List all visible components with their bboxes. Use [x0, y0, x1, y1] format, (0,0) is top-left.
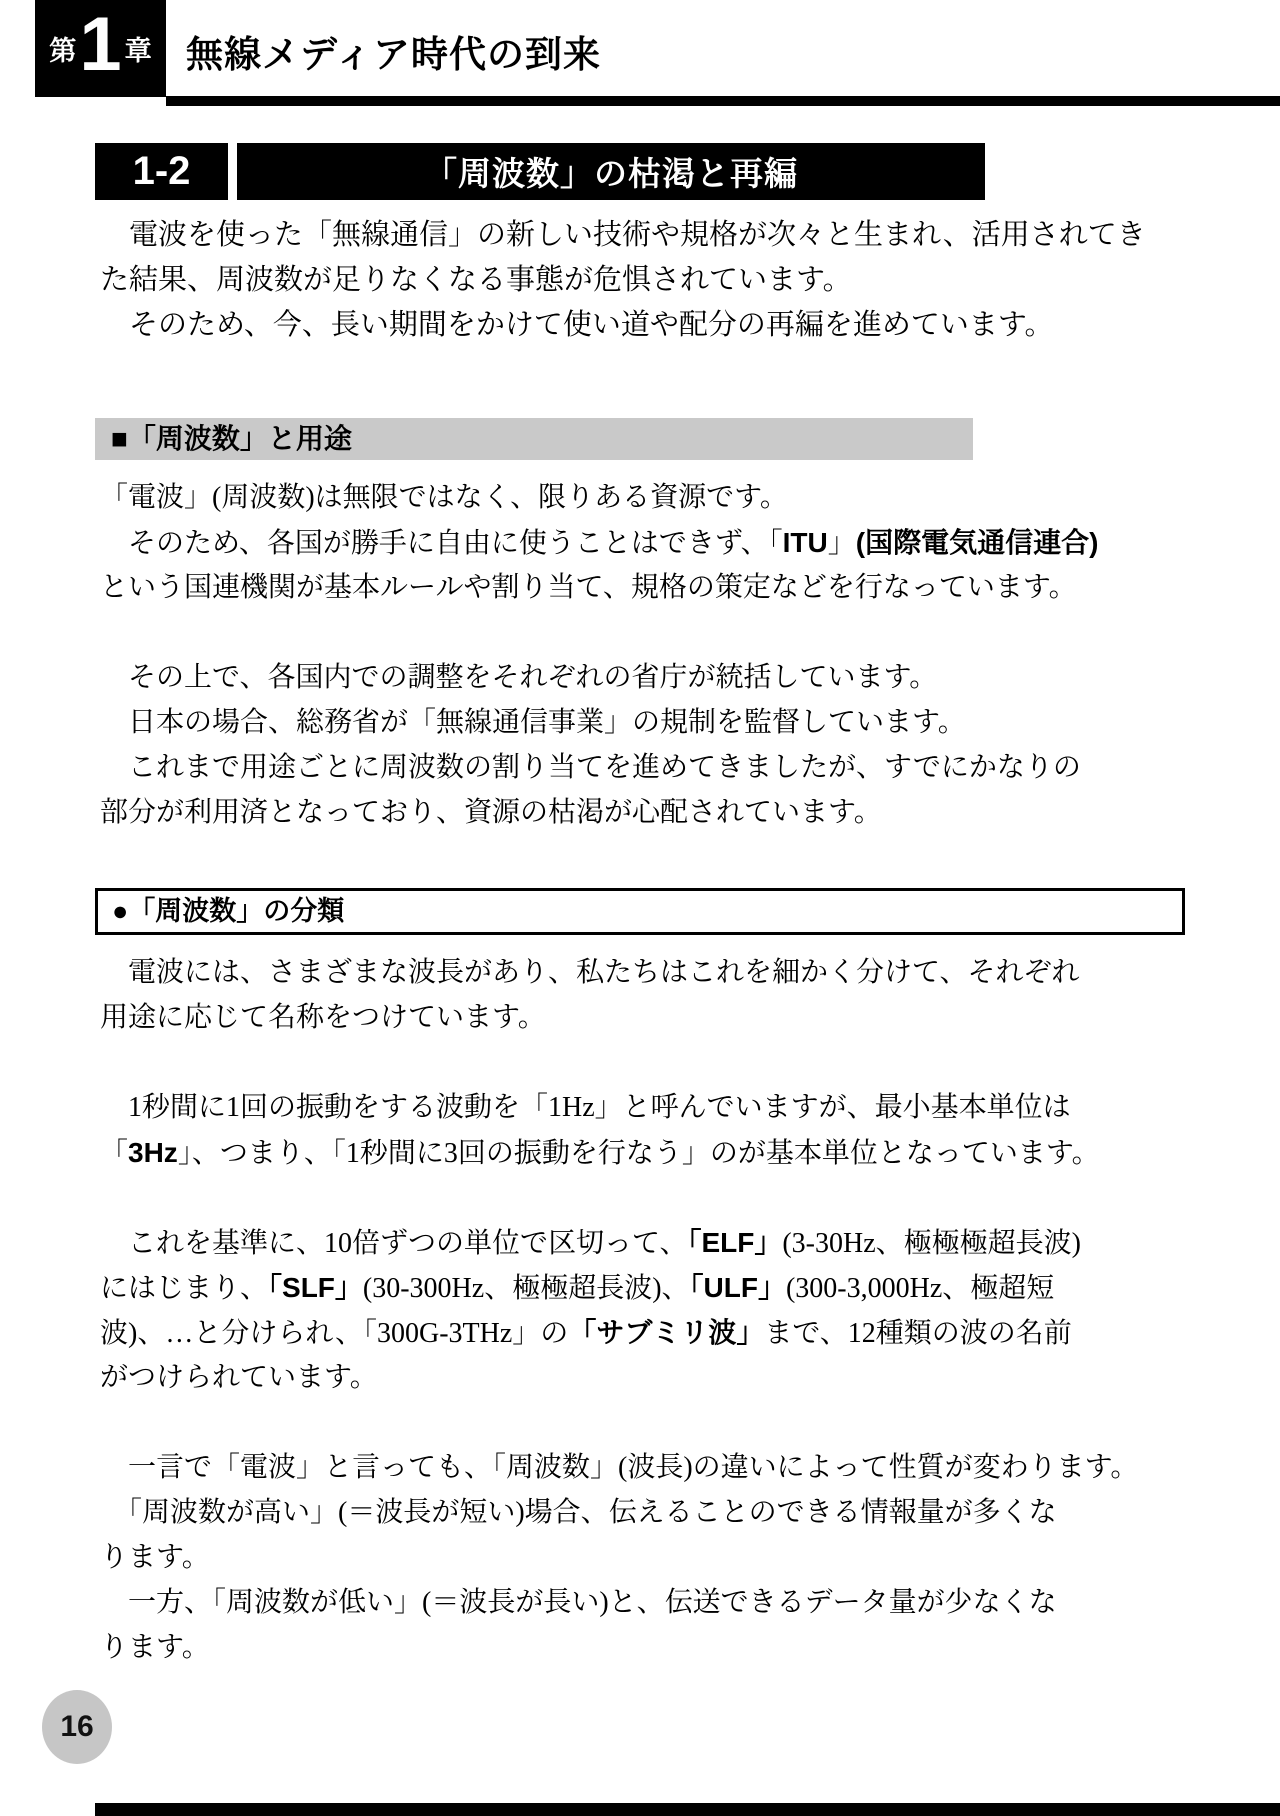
chapter-number: 1 — [79, 1, 122, 87]
text-line — [100, 1175, 1185, 1220]
text-segment: にはじまり、 — [100, 1273, 269, 1304]
usage-paragraphs — [100, 475, 1185, 835]
section-number-box: 1-2 — [95, 143, 228, 200]
text-segment: 」、つまり、「1秒間に3回の振動を行なう」のが基本単位となっています。 — [177, 1138, 1100, 1169]
emphasis-term: 3Hz — [128, 1137, 178, 1168]
chapter-number-box — [35, 0, 166, 97]
text-segment: 電波には、さまざまな波長があり、私たちはこれを細かく分けて、それぞれ — [100, 957, 1080, 988]
intro-paragraphs — [100, 213, 1185, 348]
text-line — [100, 745, 1185, 790]
text-segment: まで、12種類の波の名前 — [764, 1318, 1072, 1349]
text-segment: 部分が利用済となっており、資源の枯渇が心配されています。 — [100, 797, 882, 828]
text-line — [100, 475, 1185, 520]
text-line — [100, 1040, 1185, 1085]
text-segment: 一言で「電波」と言っても、「周波数」(波長)の違いによって性質が変わります。 — [100, 1452, 1139, 1483]
text-segment: 「 — [100, 1138, 129, 1169]
text-line — [100, 950, 1185, 995]
text-segment: その上で、各国内での調整をそれぞれの省庁が統括しています。 — [100, 662, 938, 693]
text-line — [100, 700, 1185, 745]
text-line — [100, 213, 1185, 258]
text-segment: 用途に応じて名称をつけています。 — [100, 1002, 546, 1033]
subsection-heading-classification: ●「周波数」の分類 — [95, 888, 1185, 935]
text-line — [100, 655, 1185, 700]
text-line — [100, 303, 1185, 348]
text-line — [100, 1265, 1185, 1310]
text-line — [100, 1625, 1185, 1670]
text-line — [100, 995, 1185, 1040]
text-line — [100, 565, 1185, 610]
text-line — [100, 1220, 1185, 1265]
text-segment: ります。 — [100, 1632, 210, 1663]
section-heading — [95, 143, 1185, 200]
text-segment: 「電波」(周波数)は無限ではなく、限りある資源です。 — [100, 482, 788, 513]
text-segment: 「周波数が高い」(＝波長が短い)場合、伝えることのできる情報量が多くな — [100, 1497, 1057, 1528]
text-line — [100, 1355, 1185, 1400]
emphasis-term: 「ULF」 — [689, 1272, 786, 1303]
text-line — [100, 258, 1185, 303]
emphasis-term: 「SLF」 — [268, 1272, 363, 1303]
text-line — [100, 1445, 1185, 1490]
text-line — [100, 1490, 1185, 1535]
text-segment: そのため、各国が勝手に自由に使うことはできず、「 — [100, 528, 783, 559]
page-number: 16 — [42, 1690, 112, 1764]
subsection-heading-usage: ■「周波数」と用途 — [95, 418, 973, 460]
chapter-suffix: 章 — [124, 36, 152, 66]
text-line — [100, 1130, 1185, 1175]
text-line — [100, 1085, 1185, 1130]
section-title-box: 「周波数」の枯渇と再編 — [237, 143, 985, 200]
text-segment: (3-30Hz、極極極超長波) — [782, 1228, 1081, 1259]
chapter-title: 無線メディア時代の到来 — [186, 34, 602, 75]
text-line — [100, 1310, 1185, 1355]
text-segment: 1秒間に1回の振動をする波動を「1Hz」と呼んでいますが、最小基本単位は — [100, 1092, 1071, 1123]
text-segment: 電波を使った「無線通信」の新しい技術や規格が次々と生まれ、活用されてき — [100, 219, 1146, 251]
text-segment: そのため、今、長い期間をかけて使い道や配分の再編を進めています。 — [100, 309, 1054, 341]
text-line — [100, 520, 1185, 565]
header-rule — [166, 96, 1280, 106]
text-line — [100, 610, 1185, 655]
text-segment: ります。 — [100, 1542, 210, 1573]
chapter-prefix: 第 — [49, 36, 77, 66]
classification-paragraphs — [100, 950, 1185, 1670]
emphasis-term: 「ELF」 — [687, 1227, 783, 1258]
text-line — [100, 1400, 1185, 1445]
text-segment: という国連機関が基本ルールや割り当て、規格の策定などを行なっています。 — [100, 572, 1077, 603]
emphasis-term: 「サブミリ波」 — [568, 1317, 765, 1348]
text-segment: これまで用途ごとに周波数の割り当てを進めてきましたが、すでにかなりの — [100, 752, 1081, 783]
text-segment: 波)、…と分けられ、「300G-3THz」の — [100, 1318, 569, 1349]
content-column — [95, 143, 1185, 1670]
text-segment: 一方、「周波数が低い」(＝波長が長い)と、伝送できるデータ量が少なくな — [100, 1587, 1057, 1618]
text-segment: 日本の場合、総務省が「無線通信事業」の規制を監督しています。 — [100, 707, 966, 738]
text-segment: がつけられています。 — [100, 1362, 378, 1393]
text-segment: 」 — [827, 528, 856, 559]
bottom-rule — [95, 1803, 1280, 1816]
text-line — [100, 1535, 1185, 1580]
text-line — [100, 1580, 1185, 1625]
text-line — [100, 790, 1185, 835]
text-segment: (30-300Hz、極極超長波)、 — [362, 1273, 690, 1304]
text-segment: (300-3,000Hz、極超短 — [785, 1273, 1055, 1304]
text-segment: これを基準に、10倍ずつの単位で区切って、 — [100, 1228, 688, 1259]
text-segment: た結果、周波数が足りなくなる事態が危惧されています。 — [100, 264, 852, 296]
emphasis-term: ITU — [782, 527, 828, 558]
emphasis-term: (国際電気通信連合) — [855, 527, 1099, 558]
